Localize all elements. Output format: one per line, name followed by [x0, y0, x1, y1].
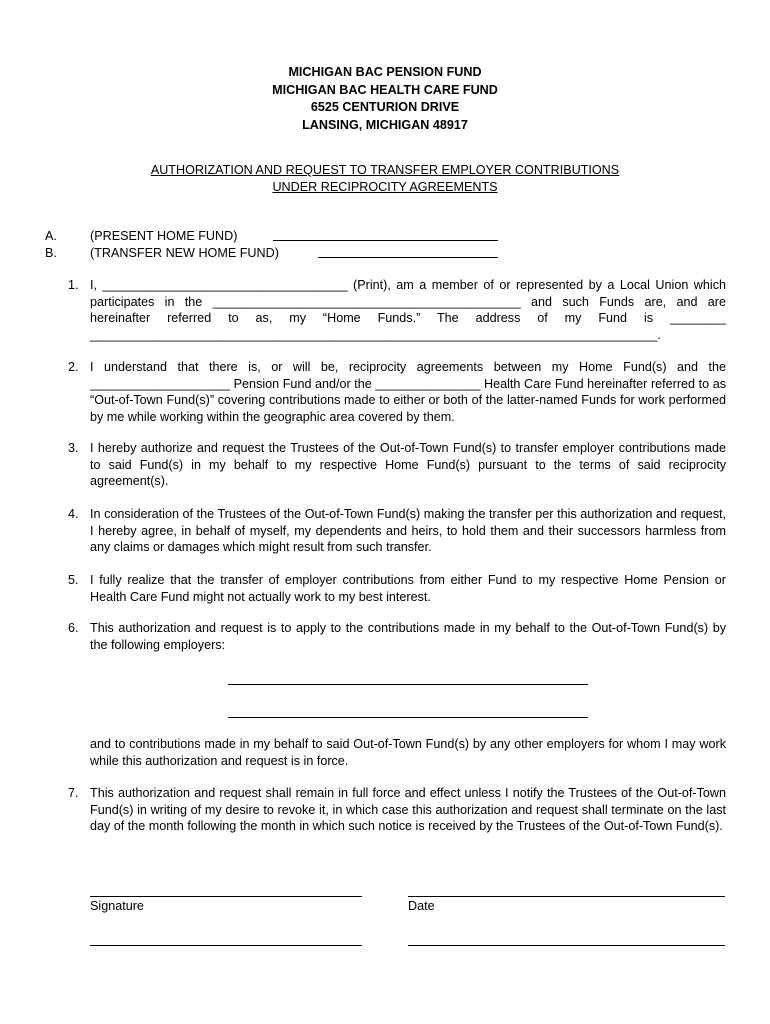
clause-text: I fully realize that the transfer of employer contributions from either Fund to my respective Home Pension or Health Care Fund might not actually work to my best interest.	[90, 573, 726, 604]
clause-text: and to contributions made in my behalf to said Out-of-Town Fund(s) by any other employers for whom I may work while this authorization and request is in force.	[90, 737, 726, 768]
clause-6	[68, 620, 726, 653]
employer-line-1[interactable]	[228, 684, 588, 685]
second-date-line[interactable]	[408, 945, 725, 946]
clause-text: I, ___________________________________ (Print), am a member of or represented by a Local Union which participates in the ____________________________________________ and such Funds are, and are hereinafter referred to as, my “Home Funds.” The address of my Fund is ________ _________________________________________________________________________________.	[90, 278, 726, 342]
present-home-fund-label: (PRESENT HOME FUND)	[90, 229, 238, 243]
clause-3	[68, 440, 726, 490]
second-signature-line[interactable]	[90, 945, 362, 946]
clause-1	[68, 277, 726, 343]
clause-number: 1.	[68, 278, 79, 292]
fund-header	[0, 64, 770, 134]
header-line-street: 6525 CENTURION DRIVE	[310, 100, 460, 114]
clause-number: 2.	[68, 360, 79, 374]
header-line-health-fund: MICHIGAN BAC HEALTH CARE FUND	[272, 82, 498, 97]
clause-6-continuation	[68, 736, 726, 769]
form-title	[0, 162, 770, 196]
clause-4	[68, 506, 726, 556]
clause-number: 7.	[68, 786, 79, 800]
clause-text: I hereby authorize and request the Trustees of the Out-of-Town Fund(s) to transfer employer contributions made to said Fund(s) in my behalf to my respective Home Fund(s) pursuant to the terms of said reciprocity agreement(s).	[90, 441, 726, 489]
clause-text: In consideration of the Trustees of the Out-of-Town Fund(s) making the transfer per this authorization and request, I hereby agree, in behalf of myself, my dependents and heirs, to hold them and their successors harmless from any claims or damages which might result from such transfer.	[90, 507, 726, 555]
field-letter-b: B.	[45, 245, 57, 260]
clause-7	[68, 785, 726, 835]
clause-2	[68, 359, 726, 425]
clause-text: This authorization and request shall remain in full force and effect unless I notify the Trustees of the Out-of-Town Fund(s) in writing of my desire to revoke it, in which case this authorization and request shall terminate on the last day of the month following the month in which such notice is received by the Trustees of the Out-of-Town Fund(s).	[90, 786, 726, 834]
transfer-home-fund-line[interactable]	[318, 245, 498, 258]
signature-line[interactable]	[90, 896, 362, 897]
clause-number: 4.	[68, 507, 79, 521]
date-line[interactable]	[408, 896, 725, 897]
date-label: Date	[408, 899, 435, 913]
field-letter-a: A.	[45, 229, 57, 243]
form-title-line-2: UNDER RECIPROCITY AGREEMENTS	[272, 180, 498, 194]
form-title-line-1: AUTHORIZATION AND REQUEST TO TRANSFER EMPLOYER CONTRIBUTIONS	[150, 163, 620, 177]
clause-text: This authorization and request is to apply to the contributions made in my behalf to the Out-of-Town Fund(s) by the following employers:	[90, 621, 726, 652]
header-line-pension-fund: MICHIGAN BAC PENSION FUND	[288, 65, 482, 79]
present-home-fund-line[interactable]	[273, 228, 498, 241]
clause-number: 3.	[68, 441, 79, 455]
clause-number: 6.	[68, 621, 79, 635]
signature-label: Signature	[90, 899, 144, 913]
clause-number: 5.	[68, 573, 79, 587]
transfer-home-fund-label: (TRANSFER NEW HOME FUND)	[90, 245, 279, 260]
employer-line-2[interactable]	[228, 717, 588, 718]
header-line-city: LANSING, MICHIGAN 48917	[302, 117, 468, 132]
clause-text: I understand that there is, or will be, reciprocity agreements between my Home Fund(s) and the ____________________ Pension Fund and/or the _______________ Health Care Fund hereinafter referred to as “Out-of-Town Fund(s)” covering contributions made to either or both of the latter-named Funds for work performed by me while working within the geographic area covered by them.	[90, 360, 726, 424]
clause-5	[68, 572, 726, 605]
